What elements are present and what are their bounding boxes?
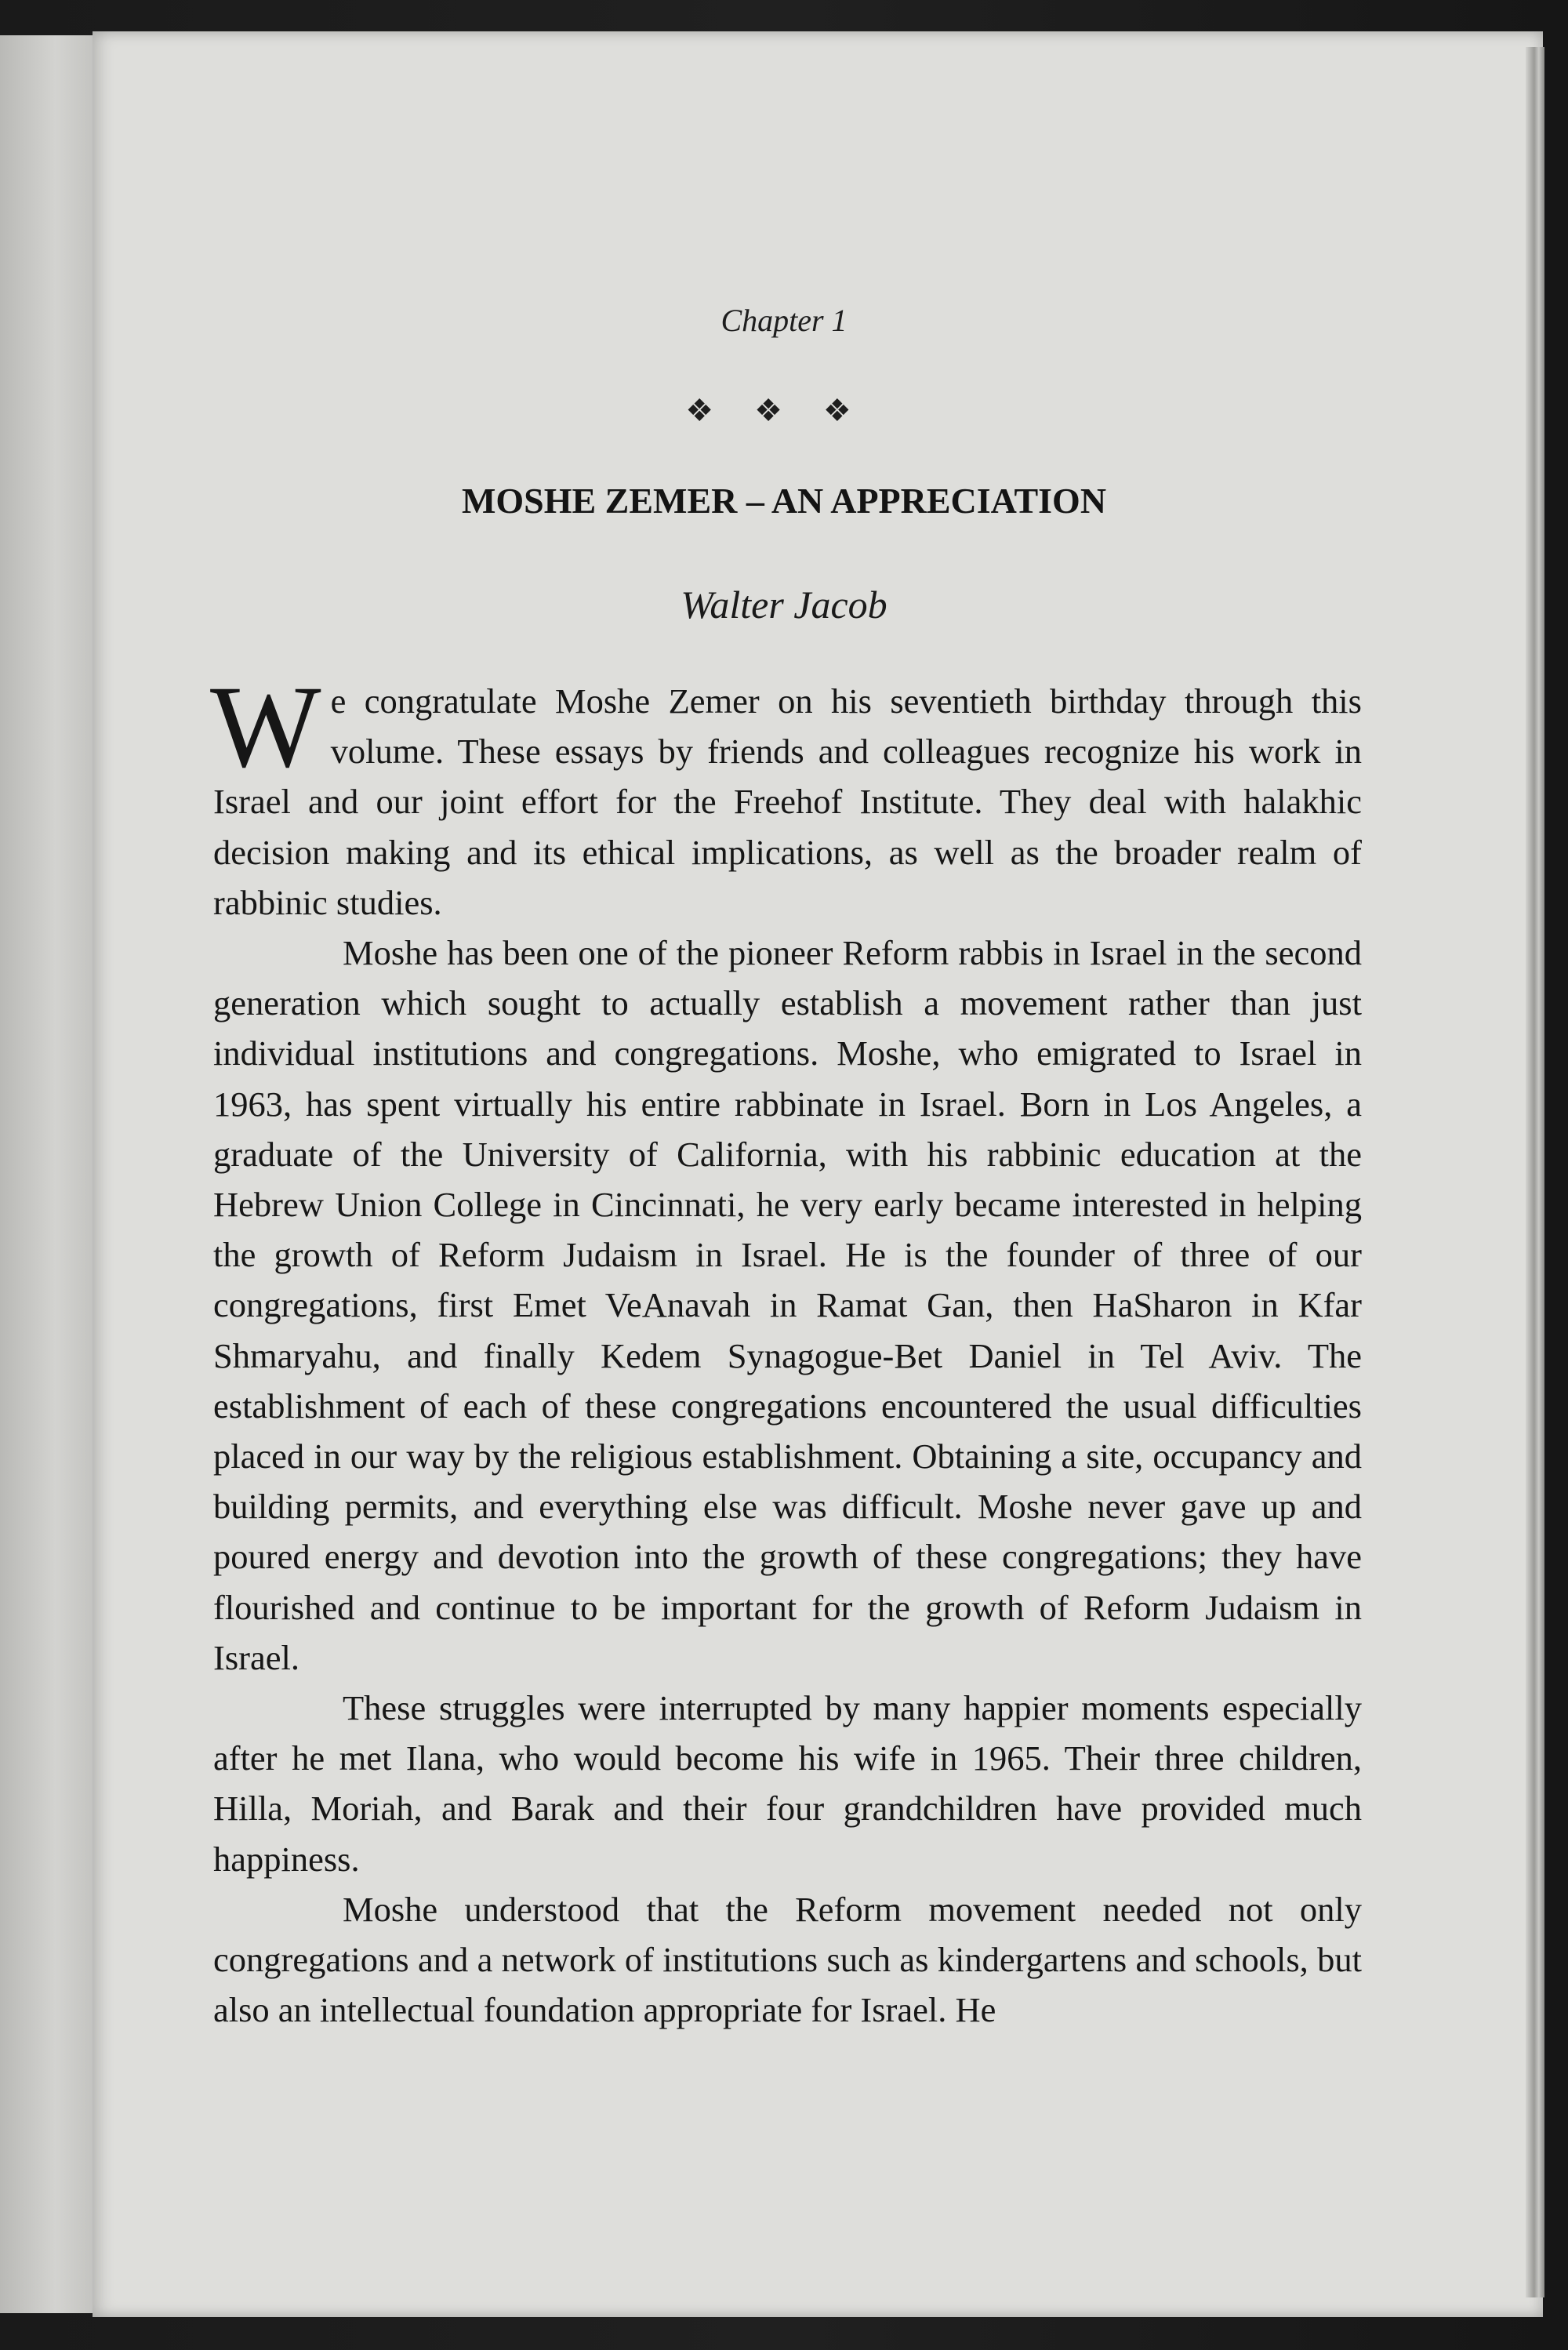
paragraph-4: Moshe understood that the Reform movement needed not only congregations and a network of institutions such as kindergartens and schools, but also an intellectual foundation appropriate for Israel. He <box>213 1889 1362 2030</box>
paragraph-1 <box>210 662 1362 928</box>
page-stack-edge <box>1526 47 1544 2297</box>
paragraph-3: These struggles were interrupted by many happier moments especially after he met Ilana, who would become his wife in 1965. Their three children, Hilla, Moriah, and Barak and their four grandchildren have provided much happiness. <box>213 1688 1362 1879</box>
paragraph-2: Moshe has been one of the pioneer Reform rabbis in Israel in the second generation which sought to actually establish a movement rather than just individual institutions and congregations. Moshe, who emigrated to Israel in 1963, has spent virtually his entire rabbinate in Israel. Born in Los Angeles, a graduate of the University of California, with his rabbinic education at the Hebrew Union College in Cincinnati, he very early became interested in helping the growth of Reform Judaism in Israel. He is the founder of three of our congregations, first Emet VeAnavah in Ramat Gan, then HaSharon in Kfar Shmaryahu, and finally Kedem Synagogue-Bet Daniel in Tel Aviv. The establishment of each of these congregations encountered the usual difficulties placed in our way by the religious establishment. Obtaining a site, occupancy and building permits, and everything else was difficult. Moshe never gave up and poured energy and devotion into the growth of these congregations; they have flourished and continue to be important for the growth of Reform Judaism in Israel. <box>213 933 1362 1677</box>
ornament-icon: ❖ <box>685 393 746 428</box>
author-name: Walter Jacob <box>681 583 887 627</box>
drop-cap: W <box>210 662 321 792</box>
article-body <box>210 662 1362 2035</box>
ornament-icon: ❖ <box>754 393 814 428</box>
ornament-divider <box>0 392 1568 429</box>
paragraph-1-text: e congratulate Moshe Zemer on his seventieth birthday through this volume. These essays by friends and colleagues recognize his work in Israel and our joint effort for the Freehof Institute. They deal with halakhic decision making and its ethical implications, as well as the broader realm of rabbinic studies. <box>213 681 1362 922</box>
previous-page-edge <box>0 35 93 2313</box>
running-head: Chapter 1 <box>720 303 848 338</box>
ornament-icon: ❖ <box>822 393 883 428</box>
chapter-title: MOSHE ZEMER – AN APPRECIATION <box>461 481 1107 521</box>
